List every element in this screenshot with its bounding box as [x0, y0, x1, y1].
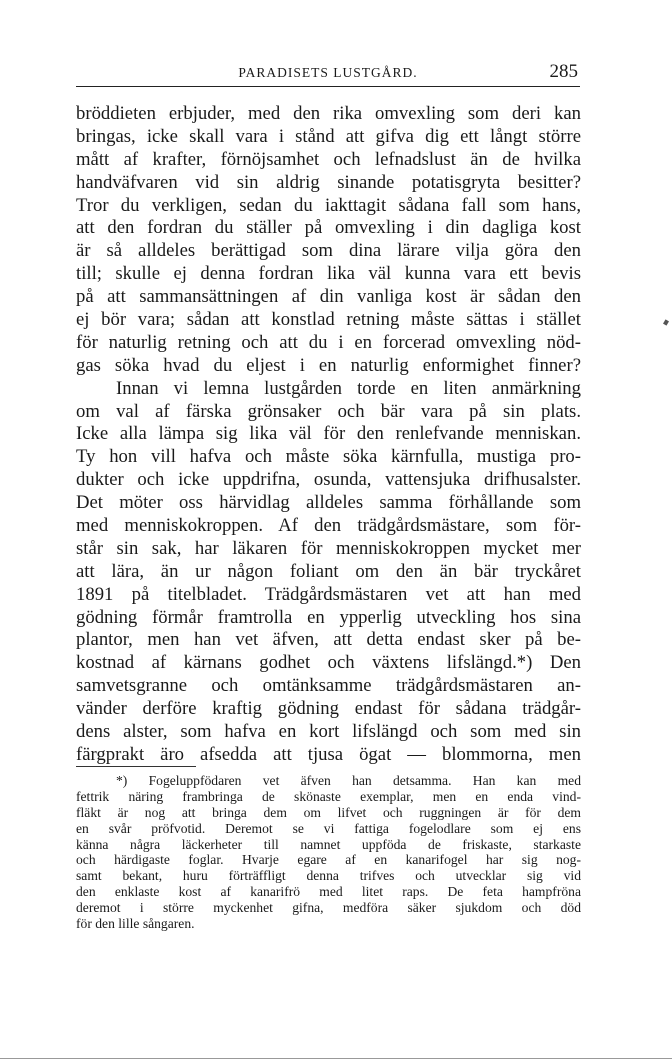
text-line: plantor, men han vet äfven, att detta endast sker på be- [76, 629, 581, 651]
text-line: gas söka hvad du eljest i en naturlig enformighet finner? [76, 354, 581, 376]
text-line: om val af färska grönsaker och bär vara på sin plats. [76, 400, 581, 422]
text-line: Icke alla lämpa sig lika väl för den renlefvande menniskan. [76, 423, 581, 445]
text-line: står sin sak, har läkaren för menniskokroppen mycket mer [76, 537, 581, 559]
footnote-divider [76, 766, 196, 767]
text-line: bringas, icke skall vara i stånd att gifva dig ett långt större [76, 125, 581, 147]
running-title: PARADISETS LUSTGÅRD. [238, 65, 418, 80]
footnote-line: och härdigaste foglar. Hvarje egare af en kanarifogel har sig nog- [76, 852, 581, 868]
text-line: färgprakt äro afsedda att tjusa ögat — blommorna, men [76, 743, 581, 765]
footnote-line: deremot i större myckenhet gifna, medföra säker sjukdom och död [76, 900, 581, 916]
footnote-line: fläkt är nog att bringa dem om lifvet och ruggningen är för dem [76, 804, 581, 820]
body-text [76, 103, 581, 767]
text-line: Ty hon vill hafva och måste söka kärnfulla, mustiga pro- [76, 446, 581, 468]
page-edge [0, 1058, 672, 1059]
text-line: handväfvaren vid sin aldrig sinande potatisgryta besitter? [76, 171, 581, 193]
text-line: bröddieten erbjuder, med den rika omvexling som deri kan [76, 103, 581, 124]
page-header [76, 60, 580, 87]
text-line: för naturlig retning och att du i en forcerad omvexling nöd- [76, 331, 581, 353]
footnote-line: för den lille sångaren. [76, 916, 195, 932]
paragraph-start-line: Innan vi lemna lustgården torde en liten anmärkning [116, 377, 581, 399]
text-line: vänder derföre kraftig gödning endast för sådana trädgår- [76, 698, 581, 720]
text-line: dukter och icke uppdrifna, osunda, vattensjuka drifhusalster. [76, 469, 581, 491]
text-line: att den fordran du ställer på omvexling i din dagliga kost [76, 217, 581, 239]
text-line: dens alster, som hafva en kort lifslängd och som med sin [76, 721, 581, 743]
footnote-line: *) Fogeluppfödaren vet äfven han detsamma. Han kan med [116, 773, 581, 788]
footnote [76, 773, 581, 932]
text-line: med menniskokroppen. Af den trädgårdsmästare, som för- [76, 515, 581, 537]
footnote-line: fettrik näring frambringa de skönaste exemplar, men en enda vind- [76, 788, 581, 804]
text-line: 1891 på titelbladet. Trädgårdsmästaren vet att han med [76, 583, 581, 605]
text-line: samvetsgranne och omtänksamme trädgårdsmästaren an- [76, 675, 581, 697]
text-line: Tror du verkligen, sedan du iakttagit sådana fall som hans, [76, 194, 581, 216]
text-line: är så alldeles berättigad som dina lärare vilja göra den [76, 240, 581, 262]
text-line: gödning förmår framtrolla en ypperlig utveckling hos sina [76, 606, 581, 628]
footnote-line: den enklaste kost af kanarifrö med litet raps. De feta hampfröna [76, 884, 581, 900]
text-line: ej bör vara; sådan att konstlad retning måste sättas i stället [76, 309, 581, 331]
footnote-line: en svår pröfvotid. Deremot se vi fattiga fogelodlare som ej ens [76, 820, 581, 836]
margin-speck [663, 319, 669, 325]
text-line: mått af krafter, förnöjsamhet och lefnadslust än de hvilka [76, 148, 581, 170]
text-line: kostnad af kärnans godhet och växtens lifslängd.*) Den [76, 652, 581, 674]
text-line: Det möter oss härvidlag alldeles samma förhållande som [76, 492, 581, 514]
text-line: att lära, än ur någon foliant om den än bär tryckåret [76, 560, 581, 582]
footnote-line: känna några läckerheter till namnet uppföda de friskaste, starkaste [76, 836, 581, 852]
page-number: 285 [549, 61, 578, 82]
text-line: till; skulle ej denna fordran lika väl kunna vara ett bevis [76, 263, 581, 285]
footnote-line: samt bekant, huru förträffligt denna trifves och utvecklar sig vid [76, 868, 581, 884]
text-line: på att sammansättningen af din vanliga kost är sådan den [76, 286, 581, 308]
